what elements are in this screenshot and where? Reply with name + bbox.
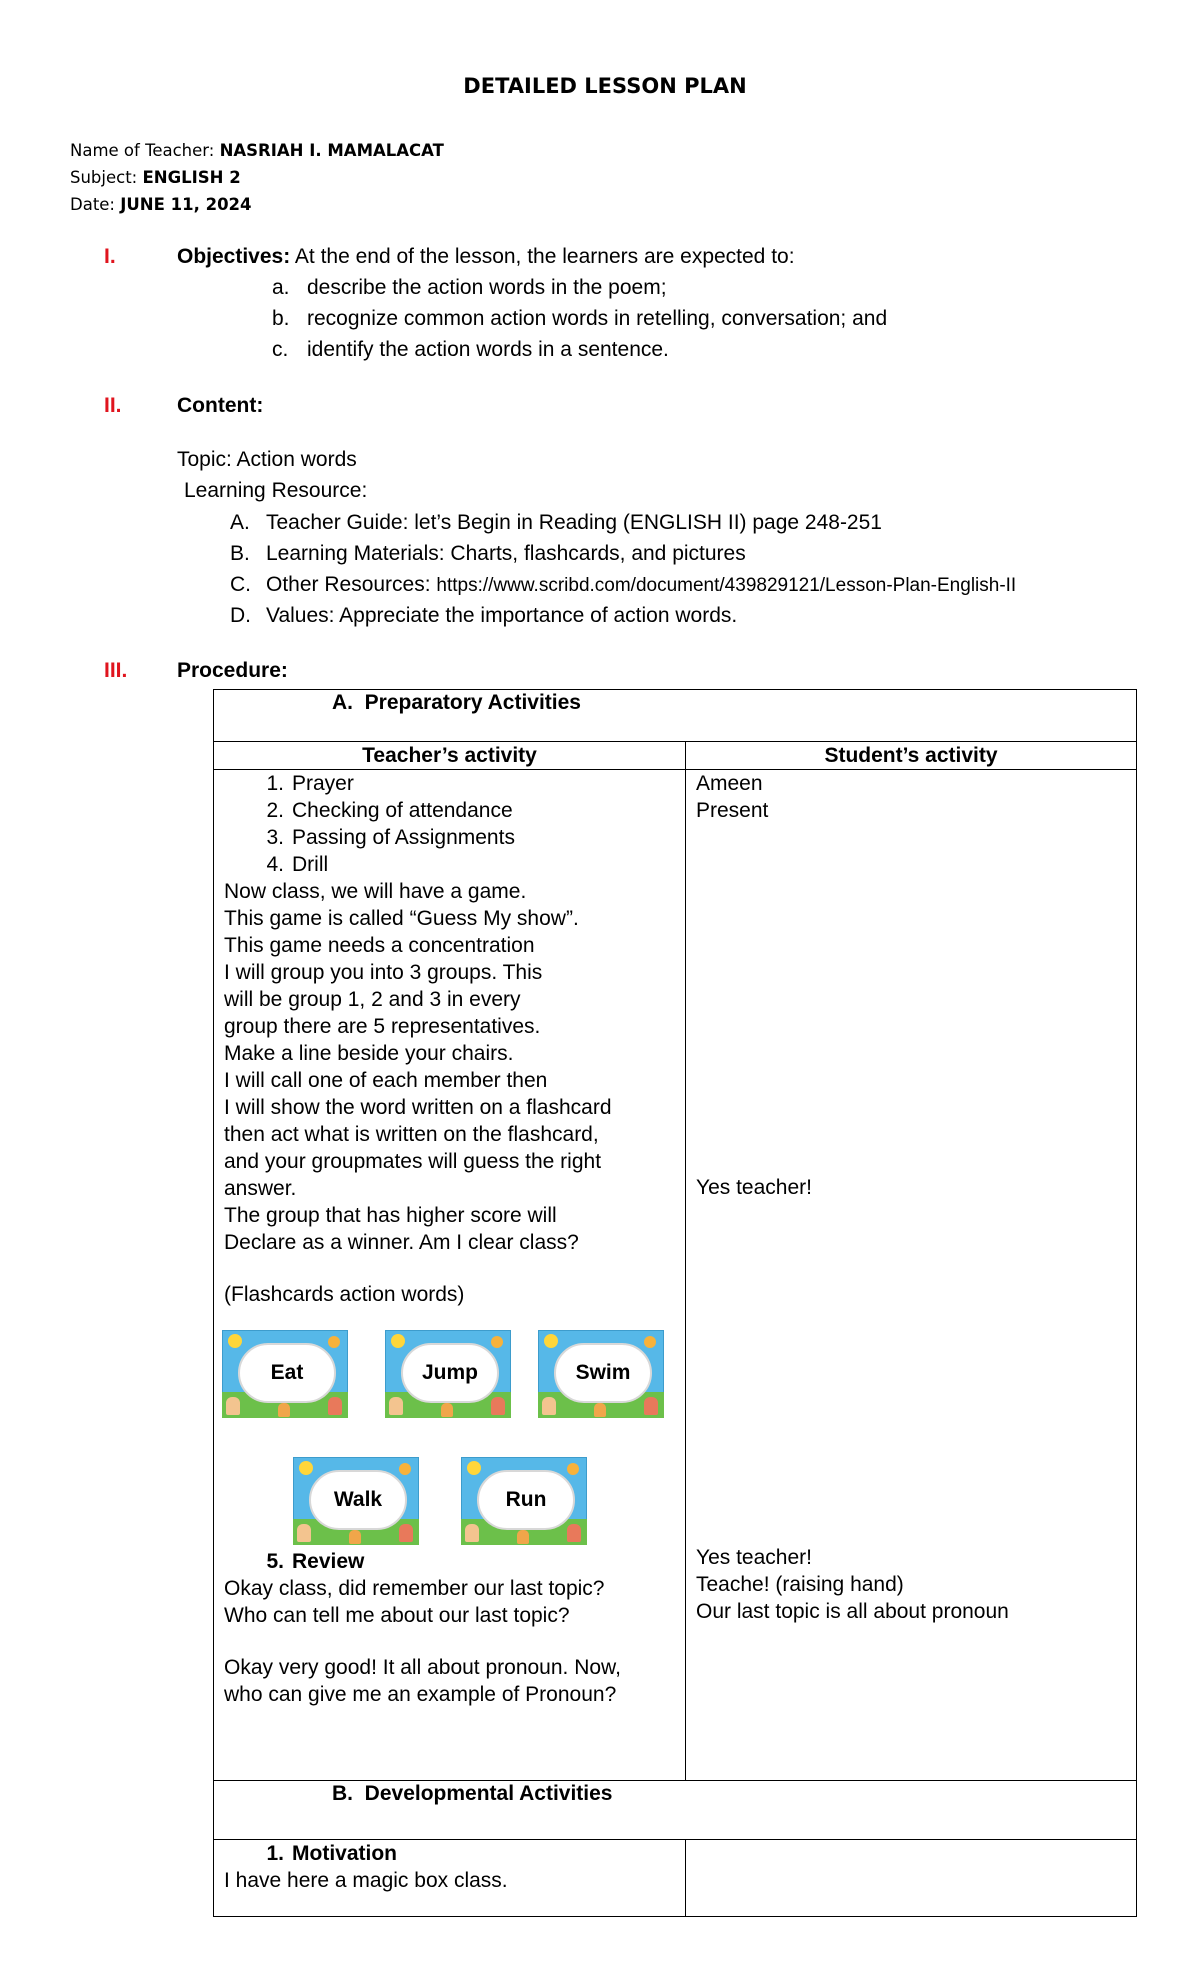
flashcard-eat <box>222 1330 348 1418</box>
resource-item: Values: Appreciate the importance of action words. <box>266 604 738 627</box>
student-activity-cell <box>686 770 1137 1781</box>
content-number: II. <box>104 394 122 417</box>
step-item: 4. Drill <box>266 853 329 876</box>
motivation-text: I have here a magic box class. <box>224 1869 508 1892</box>
review-line: Who can tell me about our last topic? <box>224 1604 570 1627</box>
student-response: Yes teacher! <box>696 1176 812 1199</box>
child-icon <box>328 1397 342 1415</box>
topic-line: Topic: Action words <box>177 448 357 471</box>
step-item: 2. Checking of attendance <box>266 799 513 822</box>
drill-instruction: I will show the word written on a flashcard <box>224 1096 612 1119</box>
sun-icon <box>544 1334 558 1348</box>
student-response: Ameen <box>696 772 763 795</box>
student-response: Yes teacher! <box>696 1546 812 1569</box>
drill-instruction: I will call one of each member then <box>224 1069 548 1092</box>
learning-resource-label: Learning Resource: <box>184 479 368 502</box>
flashcard-group <box>224 1308 677 1548</box>
developmental-activities-title: B. Developmental Activities <box>332 1782 613 1805</box>
content-heading: Content: <box>177 394 264 417</box>
objective-marker: c. <box>272 338 289 361</box>
child-icon <box>567 1524 581 1542</box>
other-resources-label: Other Resources: <box>266 573 437 596</box>
review-line: who can give me an example of Pronoun? <box>224 1683 617 1706</box>
objectives-intro: At the end of the lesson, the learners are expected to: <box>290 245 795 268</box>
flashcard-jump <box>385 1330 511 1418</box>
motivation-heading: 1. Motivation <box>266 1842 397 1865</box>
teacher-name: NASRIAH I. MAMALACAT <box>219 141 444 160</box>
flashcard-caption: (Flashcards action words) <box>224 1283 465 1306</box>
student-review-responses <box>696 1544 1009 1625</box>
subject-label: Subject: <box>70 168 143 187</box>
sun-icon <box>328 1336 340 1348</box>
sun-icon <box>567 1463 579 1475</box>
teacher-activity-cell <box>214 770 686 1781</box>
drill-instruction: answer. <box>224 1177 297 1200</box>
date-value: JUNE 11, 2024 <box>120 195 252 214</box>
child-icon <box>349 1530 361 1544</box>
child-icon <box>465 1524 479 1542</box>
resource-marker: C. <box>230 573 251 596</box>
drill-instruction: group there are 5 representatives. <box>224 1015 541 1038</box>
child-icon <box>297 1524 311 1542</box>
objective-item: describe the action words in the poem; <box>307 276 667 299</box>
motivation-student-cell <box>686 1840 1137 1917</box>
objectives-number: I. <box>104 245 116 268</box>
teacher-label: Name of Teacher: <box>70 141 220 160</box>
flashcard-word: Run <box>477 1470 575 1530</box>
developmental-activities-band <box>214 1781 1137 1840</box>
date-label: Date: <box>70 195 121 214</box>
objectives-label: Objectives: <box>177 245 291 268</box>
date-line <box>70 195 252 214</box>
child-icon <box>399 1524 413 1542</box>
drill-instruction: will be group 1, 2 and 3 in every <box>224 988 521 1011</box>
sun-icon <box>491 1336 503 1348</box>
flashcard-word: Jump <box>401 1343 499 1403</box>
child-icon <box>517 1530 529 1544</box>
procedure-table <box>213 689 1137 1917</box>
drill-instruction: Now class, we will have a game. <box>224 880 527 903</box>
resource-marker: B. <box>230 542 250 565</box>
resource-item: Learning Materials: Charts, flashcards, and pictures <box>266 542 746 565</box>
drill-instruction: Make a line beside your chairs. <box>224 1042 514 1065</box>
objective-item: recognize common action words in retelling, conversation; and <box>307 307 888 330</box>
flashcard-word: Walk <box>309 1470 407 1530</box>
objectives-heading <box>177 245 795 269</box>
teacher-activity-header: Teacher’s activity <box>214 742 686 770</box>
flashcard-walk <box>293 1457 419 1545</box>
teacher-line <box>70 141 444 160</box>
flashcard-run <box>461 1457 587 1545</box>
sun-icon <box>299 1461 313 1475</box>
preparatory-activities-band <box>214 690 1137 742</box>
objective-item: identify the action words in a sentence. <box>307 338 669 361</box>
drill-instruction: Declare as a winner. Am I clear class? <box>224 1231 579 1254</box>
objective-marker: b. <box>272 307 290 330</box>
sun-icon <box>399 1463 411 1475</box>
sun-icon <box>467 1461 481 1475</box>
flashcard-word: Swim <box>554 1343 652 1403</box>
review-heading: 5. Review <box>266 1550 365 1573</box>
child-icon <box>594 1403 606 1417</box>
drill-instruction: and your groupmates will guess the right <box>224 1150 602 1173</box>
student-activity-header: Student’s activity <box>686 742 1137 770</box>
student-response: Present <box>696 799 769 822</box>
objective-marker: a. <box>272 276 290 299</box>
student-response: Our last topic is all about pronoun <box>696 1600 1009 1623</box>
child-icon <box>389 1397 403 1415</box>
flashcard-swim <box>538 1330 664 1418</box>
sun-icon <box>644 1336 656 1348</box>
review-line: Okay class, did remember our last topic? <box>224 1577 605 1600</box>
review-line: Okay very good! It all about pronoun. Now, <box>224 1656 621 1679</box>
child-icon <box>491 1397 505 1415</box>
flashcard-word: Eat <box>238 1343 336 1403</box>
resource-marker: A. <box>230 511 250 534</box>
sun-icon <box>228 1334 242 1348</box>
motivation-cell <box>214 1840 686 1917</box>
drill-instruction: This game is called “Guess My show”. <box>224 907 579 930</box>
subject-name: ENGLISH 2 <box>142 168 241 187</box>
student-response: Teache! (raising hand) <box>696 1573 904 1596</box>
drill-instruction: This game needs a concentration <box>224 934 535 957</box>
child-icon <box>278 1403 290 1417</box>
child-icon <box>542 1397 556 1415</box>
document-title: DETAILED LESSON PLAN <box>463 74 747 98</box>
drill-instruction: I will group you into 3 groups. This <box>224 961 543 984</box>
child-icon <box>441 1403 453 1417</box>
step-item: 1. Prayer <box>266 772 354 795</box>
preparatory-activities-title: A. Preparatory Activities <box>332 691 581 714</box>
resource-url-link[interactable]: https://www.scribd.com/document/439829121/Lesson-Plan-English-II <box>436 575 1017 596</box>
subject-line <box>70 168 241 187</box>
sun-icon <box>391 1334 405 1348</box>
resource-item <box>266 573 1016 597</box>
child-icon <box>644 1397 658 1415</box>
child-icon <box>226 1397 240 1415</box>
drill-instruction: then act what is written on the flashcard, <box>224 1123 599 1146</box>
drill-instruction: The group that has higher score will <box>224 1204 557 1227</box>
step-item: 3. Passing of Assignments <box>266 826 515 849</box>
resource-marker: D. <box>230 604 251 627</box>
procedure-heading: Procedure: <box>177 659 288 682</box>
procedure-number: III. <box>104 659 128 682</box>
resource-item: Teacher Guide: let’s Begin in Reading (ENGLISH II) page 248-251 <box>266 511 882 534</box>
